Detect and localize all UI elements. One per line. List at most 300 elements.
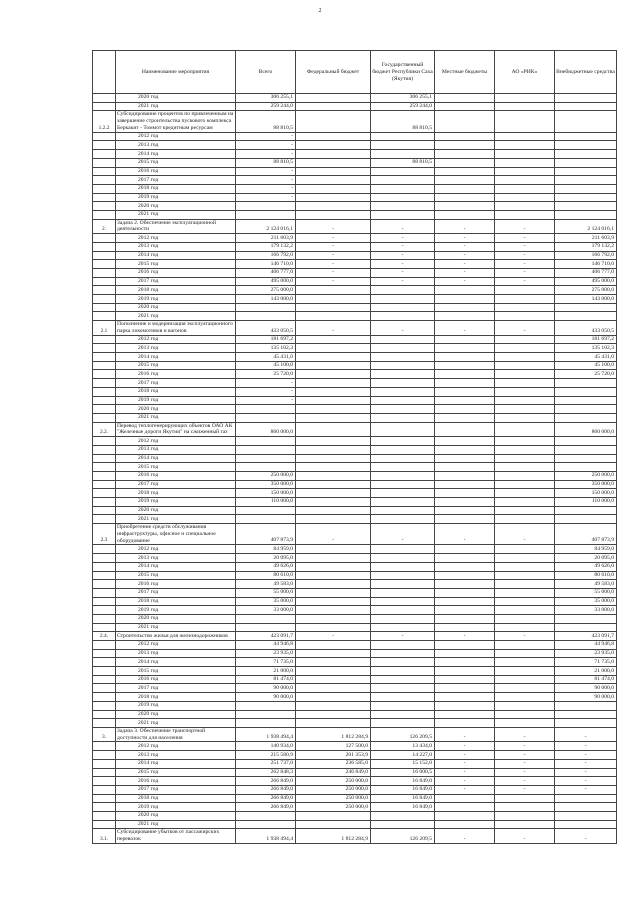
amount-cell: [371, 210, 435, 219]
table-row: [93, 286, 617, 295]
amount-cell: [371, 437, 435, 446]
amount-cell: [495, 312, 555, 321]
table-row: [93, 437, 617, 446]
amount-cell: 25 720,0: [555, 370, 617, 379]
year-label: 2020 год: [116, 94, 236, 103]
amount-cell: [371, 454, 435, 463]
amount-cell: 266 849,0: [236, 803, 296, 812]
row-number: [93, 167, 116, 176]
amount-cell: 15 152,0: [371, 759, 435, 768]
amount-cell: [296, 820, 371, 829]
amount-cell: [296, 667, 371, 676]
amount-cell: 262 848,3: [236, 768, 296, 777]
year-label: 2012 год: [116, 742, 236, 751]
amount-cell: -: [236, 387, 296, 396]
amount-cell: [296, 422, 371, 437]
row-number: [93, 675, 116, 684]
amount-cell: 266 849,0: [236, 794, 296, 803]
amount-cell: [296, 471, 371, 480]
amount-cell: [371, 132, 435, 141]
amount-cell: 150 000,0: [236, 489, 296, 498]
amount-cell: 84 959,0: [555, 545, 617, 554]
amount-cell: [435, 693, 495, 702]
amount-cell: [371, 675, 435, 684]
amount-cell: [236, 719, 296, 728]
amount-cell: -: [435, 751, 495, 760]
amount-cell: [555, 167, 617, 176]
amount-cell: [435, 471, 495, 480]
table-row: [93, 471, 617, 480]
amount-cell: [495, 649, 555, 658]
year-label: 2020 год: [116, 506, 236, 515]
amount-cell: -: [236, 176, 296, 185]
amount-cell: [296, 719, 371, 728]
row-number: [93, 295, 116, 304]
table-row: [93, 158, 617, 167]
year-label: 2021 год: [116, 102, 236, 111]
amount-cell: [495, 202, 555, 211]
amount-cell: [236, 405, 296, 414]
amount-cell: [371, 614, 435, 623]
row-number: [93, 515, 116, 524]
amount-cell: [495, 405, 555, 414]
amount-cell: 306 255,1: [371, 94, 435, 103]
amount-cell: 860 000,0: [236, 422, 296, 437]
row-number: [93, 210, 116, 219]
row-number: 2.2.: [93, 422, 116, 437]
amount-cell: [495, 701, 555, 710]
table-row: [93, 150, 617, 159]
row-number: [93, 277, 116, 286]
amount-cell: [371, 701, 435, 710]
amount-cell: 250 000,0: [296, 803, 371, 812]
table-row: [93, 353, 617, 362]
amount-cell: [371, 545, 435, 554]
amount-cell: [495, 111, 555, 132]
year-label: 2013 год: [116, 141, 236, 150]
amount-cell: 33 000,0: [555, 606, 617, 615]
amount-cell: [435, 437, 495, 446]
amount-cell: 860 000,0: [555, 422, 617, 437]
amount-cell: [435, 597, 495, 606]
table-row: [93, 184, 617, 193]
amount-cell: [296, 811, 371, 820]
amount-cell: [555, 413, 617, 422]
amount-cell: -: [371, 234, 435, 243]
amount-cell: [435, 658, 495, 667]
amount-cell: [296, 158, 371, 167]
table-row: [93, 141, 617, 150]
table-row: [93, 102, 617, 111]
amount-cell: 71 735,0: [555, 658, 617, 667]
amount-cell: 35 000,0: [236, 597, 296, 606]
amount-cell: 44 946,8: [555, 641, 617, 650]
amount-cell: 350 000,0: [236, 480, 296, 489]
amount-cell: [495, 820, 555, 829]
amount-cell: -: [371, 268, 435, 277]
amount-cell: [371, 150, 435, 159]
row-number: [93, 102, 116, 111]
amount-cell: [435, 515, 495, 524]
amount-cell: [435, 413, 495, 422]
amount-cell: [495, 454, 555, 463]
year-label: 2013 год: [116, 751, 236, 760]
amount-cell: -: [296, 219, 371, 234]
amount-cell: 350 000,0: [555, 480, 617, 489]
amount-cell: -: [435, 242, 495, 251]
amount-cell: [555, 463, 617, 472]
amount-cell: 135 102,3: [555, 344, 617, 353]
amount-cell: -: [495, 524, 555, 545]
row-number: [93, 759, 116, 768]
year-label: 2016 год: [116, 580, 236, 589]
amount-cell: [296, 150, 371, 159]
amount-cell: 23 935,0: [236, 649, 296, 658]
table-row: [93, 742, 617, 751]
amount-cell: -: [371, 524, 435, 545]
amount-cell: 1 938 494,4: [236, 829, 296, 844]
amount-cell: [495, 370, 555, 379]
amount-cell: [296, 701, 371, 710]
year-label: 2016 год: [116, 675, 236, 684]
amount-cell: [296, 641, 371, 650]
amount-cell: [495, 158, 555, 167]
amount-cell: [296, 606, 371, 615]
amount-cell: 433 050,5: [555, 321, 617, 336]
amount-cell: 146 710,0: [236, 260, 296, 269]
amount-cell: [236, 463, 296, 472]
year-label: 2015 год: [116, 361, 236, 370]
amount-cell: 127 500,0: [296, 742, 371, 751]
amount-cell: [435, 454, 495, 463]
table-row: [93, 396, 617, 405]
amount-cell: [495, 353, 555, 362]
amount-cell: [435, 361, 495, 370]
amount-cell: [555, 515, 617, 524]
row-number: 2.1: [93, 321, 116, 336]
amount-cell: [296, 454, 371, 463]
amount-cell: [435, 184, 495, 193]
table-row: [93, 606, 617, 615]
amount-cell: 88 810,5: [371, 158, 435, 167]
amount-cell: 21 000,0: [555, 667, 617, 676]
row-number: [93, 606, 116, 615]
amount-cell: 406 777,0: [236, 268, 296, 277]
row-number: [93, 480, 116, 489]
amount-cell: 110 000,0: [555, 497, 617, 506]
amount-cell: 80 610,0: [555, 571, 617, 580]
amount-cell: [495, 413, 555, 422]
table-row: [93, 361, 617, 370]
row-number: [93, 803, 116, 812]
amount-cell: [435, 111, 495, 132]
table-row: [93, 94, 617, 103]
amount-cell: -: [371, 242, 435, 251]
table-row: [93, 777, 617, 786]
amount-cell: -: [435, 251, 495, 260]
amount-cell: 16 849,0: [371, 785, 435, 794]
amount-cell: [495, 562, 555, 571]
amount-cell: [495, 667, 555, 676]
amount-cell: [296, 562, 371, 571]
row-number: [93, 545, 116, 554]
amount-cell: -: [435, 524, 495, 545]
amount-cell: -: [296, 321, 371, 336]
year-label: 2016 год: [116, 777, 236, 786]
amount-cell: [371, 361, 435, 370]
amount-cell: [296, 344, 371, 353]
activity-name: Задача 3. Обеспечение транспортной доступности для населения: [116, 727, 236, 742]
table-row: [93, 277, 617, 286]
row-number: [93, 268, 116, 277]
year-label: 2018 год: [116, 387, 236, 396]
amount-cell: [435, 286, 495, 295]
table-row: [93, 524, 617, 545]
amount-cell: [236, 506, 296, 515]
amount-cell: [371, 641, 435, 650]
amount-cell: [296, 210, 371, 219]
amount-cell: [296, 710, 371, 719]
amount-cell: [555, 387, 617, 396]
amount-cell: [296, 658, 371, 667]
amount-cell: 259 244,0: [236, 102, 296, 111]
table-row: [93, 251, 617, 260]
row-number: 3.1.: [93, 829, 116, 844]
row-number: [93, 701, 116, 710]
amount-cell: [435, 803, 495, 812]
amount-cell: [555, 102, 617, 111]
amount-cell: 407 873,9: [236, 524, 296, 545]
amount-cell: 49 583,0: [555, 580, 617, 589]
table-row: [93, 710, 617, 719]
amount-cell: -: [236, 396, 296, 405]
amount-cell: [495, 176, 555, 185]
row-number: [93, 94, 116, 103]
amount-cell: [371, 405, 435, 414]
amount-cell: [371, 649, 435, 658]
amount-cell: 90 000,0: [236, 693, 296, 702]
year-label: 2019 год: [116, 606, 236, 615]
amount-cell: [435, 370, 495, 379]
amount-cell: [435, 684, 495, 693]
table-row: [93, 268, 617, 277]
amount-cell: [555, 193, 617, 202]
amount-cell: [296, 141, 371, 150]
amount-cell: 181 697,2: [555, 335, 617, 344]
amount-cell: -: [236, 379, 296, 388]
amount-cell: [435, 445, 495, 454]
amount-cell: -: [371, 260, 435, 269]
amount-cell: -: [555, 759, 617, 768]
table-row: [93, 445, 617, 454]
amount-cell: 166 792,0: [555, 251, 617, 260]
amount-cell: [555, 379, 617, 388]
row-number: [93, 785, 116, 794]
amount-cell: [435, 710, 495, 719]
year-label: 2012 год: [116, 335, 236, 344]
amount-cell: 215 580,9: [236, 751, 296, 760]
amount-cell: [495, 295, 555, 304]
amount-cell: [555, 623, 617, 632]
amount-cell: [296, 405, 371, 414]
amount-cell: [296, 111, 371, 132]
year-label: 2015 год: [116, 667, 236, 676]
amount-cell: 49 626,0: [236, 562, 296, 571]
year-label: 2019 год: [116, 701, 236, 710]
amount-cell: -: [495, 260, 555, 269]
amount-cell: [495, 344, 555, 353]
amount-cell: [435, 719, 495, 728]
year-label: 2019 год: [116, 193, 236, 202]
activity-name: Строительство жилья для железнодорожников: [116, 632, 236, 641]
amount-cell: [555, 820, 617, 829]
amount-cell: [555, 803, 617, 812]
row-number: 2.3: [93, 524, 116, 545]
year-label: 2017 год: [116, 684, 236, 693]
amount-cell: [236, 303, 296, 312]
row-number: [93, 506, 116, 515]
amount-cell: 181 697,2: [236, 335, 296, 344]
amount-cell: 88 810,5: [236, 158, 296, 167]
amount-cell: 140 934,0: [236, 742, 296, 751]
amount-cell: [296, 396, 371, 405]
amount-cell: [371, 580, 435, 589]
amount-cell: -: [296, 632, 371, 641]
amount-cell: [435, 193, 495, 202]
table-row: [93, 751, 617, 760]
year-label: 2012 год: [116, 132, 236, 141]
amount-cell: 88 810,5: [371, 111, 435, 132]
amount-cell: [296, 361, 371, 370]
amount-cell: [555, 312, 617, 321]
year-label: 2013 год: [116, 242, 236, 251]
amount-cell: 84 959,0: [236, 545, 296, 554]
amount-cell: 16 849,0: [371, 803, 435, 812]
year-label: 2019 год: [116, 396, 236, 405]
amount-cell: [371, 506, 435, 515]
amount-cell: [495, 286, 555, 295]
table-row: [93, 562, 617, 571]
year-label: 2020 год: [116, 614, 236, 623]
year-label: 2016 год: [116, 471, 236, 480]
year-label: 2018 год: [116, 286, 236, 295]
amount-cell: [495, 623, 555, 632]
amount-cell: -: [435, 219, 495, 234]
row-number: 3.: [93, 727, 116, 742]
amount-cell: [296, 614, 371, 623]
amount-cell: 80 610,0: [236, 571, 296, 580]
amount-cell: [435, 675, 495, 684]
amount-cell: [371, 710, 435, 719]
row-number: [93, 202, 116, 211]
year-label: 2015 год: [116, 768, 236, 777]
table-row: [93, 480, 617, 489]
amount-cell: [296, 370, 371, 379]
amount-cell: [495, 506, 555, 515]
amount-cell: 2 124 016,1: [555, 219, 617, 234]
table-row: [93, 387, 617, 396]
amount-cell: [371, 176, 435, 185]
row-number: [93, 150, 116, 159]
amount-cell: 275 000,0: [555, 286, 617, 295]
amount-cell: [371, 667, 435, 676]
amount-cell: [296, 675, 371, 684]
amount-cell: 250 000,0: [555, 471, 617, 480]
amount-cell: [371, 286, 435, 295]
amount-cell: [495, 210, 555, 219]
amount-cell: -: [495, 632, 555, 641]
table-row: [93, 405, 617, 414]
amount-cell: [495, 387, 555, 396]
amount-cell: 13 434,0: [371, 742, 435, 751]
amount-cell: -: [555, 727, 617, 742]
amount-cell: 90 000,0: [555, 693, 617, 702]
amount-cell: [371, 184, 435, 193]
amount-cell: [435, 463, 495, 472]
amount-cell: -: [435, 321, 495, 336]
table-row: [93, 413, 617, 422]
row-number: [93, 370, 116, 379]
row-number: [93, 811, 116, 820]
amount-cell: 166 792,0: [236, 251, 296, 260]
row-number: [93, 251, 116, 260]
row-number: [93, 312, 116, 321]
amount-cell: [555, 794, 617, 803]
table-row: [93, 176, 617, 185]
amount-cell: [435, 489, 495, 498]
amount-cell: 126 209,5: [371, 727, 435, 742]
amount-cell: [236, 454, 296, 463]
year-label: 2020 год: [116, 303, 236, 312]
col-header: Местные бюджеты: [435, 51, 495, 94]
amount-cell: [435, 312, 495, 321]
row-number: [93, 562, 116, 571]
amount-cell: 16 000,5: [371, 768, 435, 777]
row-number: [93, 658, 116, 667]
amount-cell: 20 095,0: [236, 554, 296, 563]
amount-cell: [555, 719, 617, 728]
table-row: [93, 811, 617, 820]
amount-cell: -: [296, 242, 371, 251]
amount-cell: [435, 396, 495, 405]
amount-cell: [296, 480, 371, 489]
amount-cell: [435, 167, 495, 176]
amount-cell: 246 849,0: [296, 768, 371, 777]
amount-cell: [495, 422, 555, 437]
col-header: Федеральный бюджет: [296, 51, 371, 94]
table-row: [93, 312, 617, 321]
amount-cell: [435, 132, 495, 141]
table-row: [93, 344, 617, 353]
col-header: [93, 51, 116, 94]
year-label: 2017 год: [116, 176, 236, 185]
amount-cell: [371, 379, 435, 388]
amount-cell: 236 585,0: [296, 759, 371, 768]
year-label: 2015 год: [116, 571, 236, 580]
amount-cell: [371, 719, 435, 728]
year-label: 2017 год: [116, 277, 236, 286]
amount-cell: [371, 312, 435, 321]
amount-cell: [435, 210, 495, 219]
amount-cell: 49 583,0: [236, 580, 296, 589]
amount-cell: [495, 463, 555, 472]
table-row: [93, 701, 617, 710]
amount-cell: [495, 335, 555, 344]
row-number: [93, 588, 116, 597]
amount-cell: [371, 562, 435, 571]
year-label: 2021 год: [116, 719, 236, 728]
year-label: 2014 год: [116, 251, 236, 260]
